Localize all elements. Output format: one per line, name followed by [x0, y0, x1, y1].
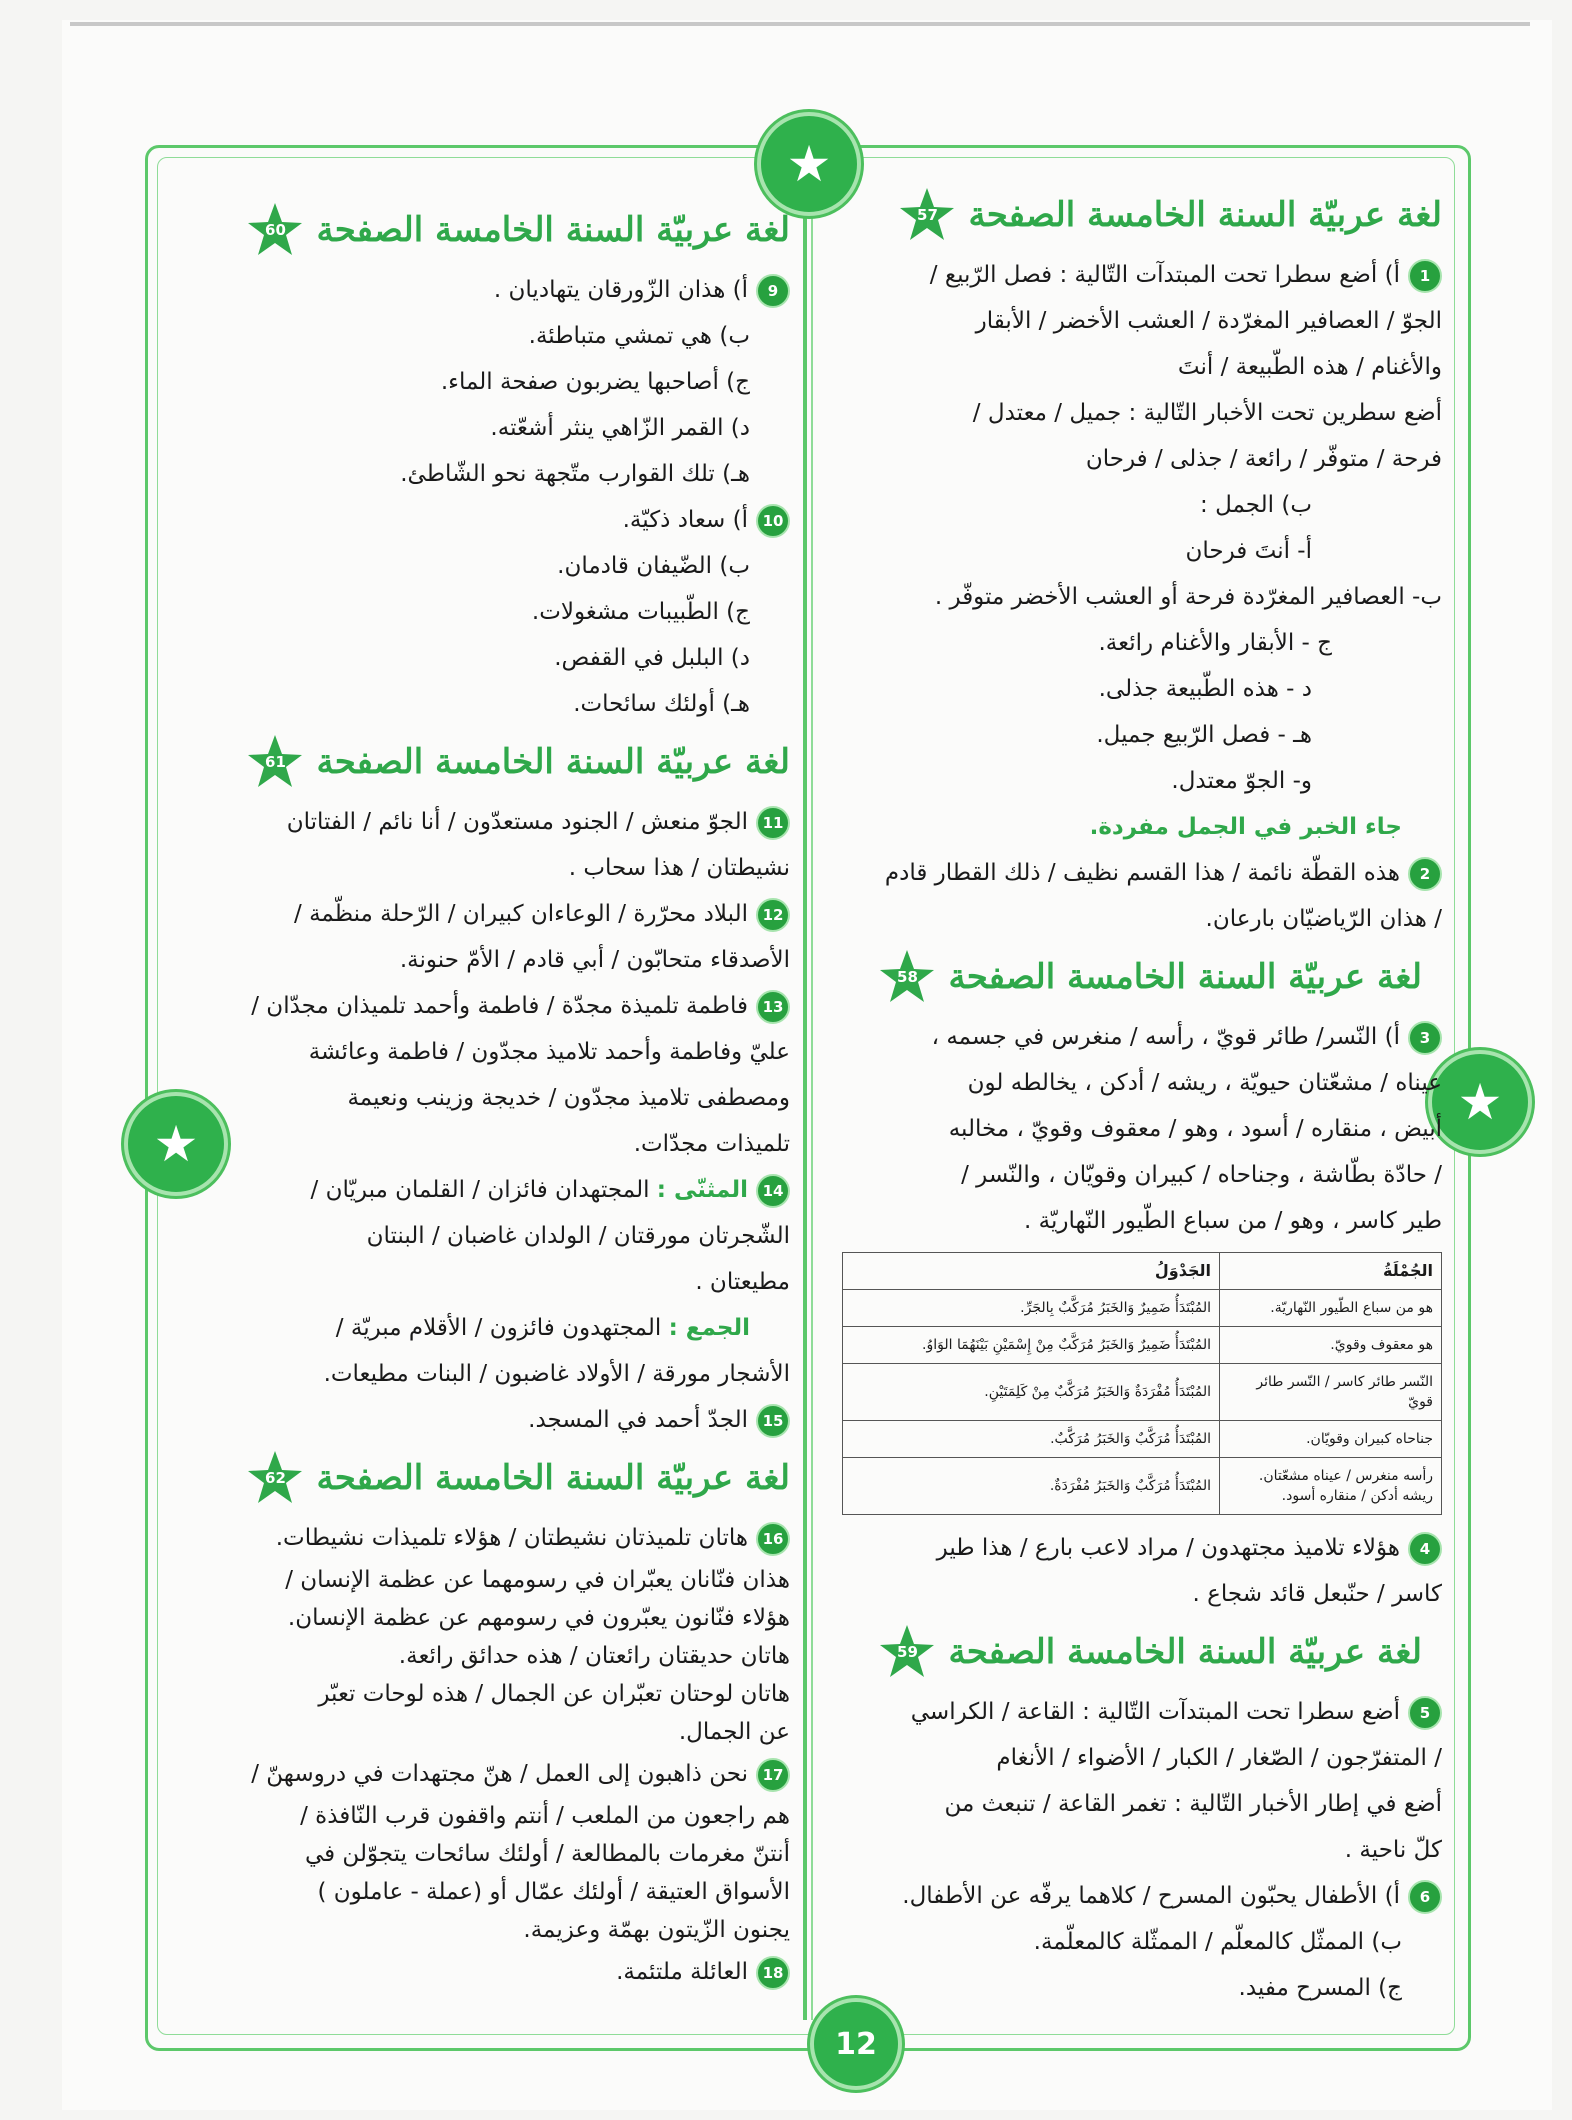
- top-star-medal-icon: ★: [757, 112, 861, 216]
- answer-line: أ) سعاد ذكيّة.: [622, 507, 748, 533]
- answer-line: أضع سطرين تحت الأخبار التّالية : جميل / معتدل /: [972, 400, 1442, 426]
- left-star-medal-icon: ★: [124, 1092, 228, 1196]
- answer-line: الأسواق العتيقة / أولئك عمّال أو (عملة - عاملون ): [317, 1879, 790, 1905]
- answer-line: أ- أنتَ فرحان: [1185, 538, 1312, 564]
- question-number: 1: [1408, 259, 1442, 293]
- column-header-table: الجَدْوَلُ: [843, 1253, 1220, 1290]
- table-header-row: [843, 1253, 1442, 1290]
- answer-line: ب) الضّيفان قادمان.: [557, 553, 750, 579]
- answer-line: هم راجعون من الملعب / أنتم واقفون قرب النّافذة /: [300, 1803, 790, 1829]
- question-number: 12: [756, 898, 790, 932]
- table-cell-sentence: النّسر طائر كاسر / النّسر طائر قويّ: [1220, 1364, 1442, 1421]
- scan-edge-line: [70, 22, 1530, 26]
- answer-line: هاتان لوحتان تعبّران عن الجمال / هذه لوحات تعبّر: [318, 1681, 790, 1707]
- answer-line: أ) أضع سطرا تحت المبتدآت التّالية : فصل الرّبيع /: [929, 262, 1400, 288]
- answer-line: المجتهدان فائزان / القلمان مبريّان /: [310, 1177, 650, 1203]
- star-badge-icon: [246, 733, 304, 791]
- table-cell-definition: المُبْتَدَأُ مُفْرَدَةٌ وَالخَبَرُ مُرَكَّبٌ مِنْ كَلِمَتَيْنِ.: [843, 1364, 1220, 1421]
- answer-line: طير كاسر ، وهو / من سباع الطّيور النّهاريّة .: [1023, 1208, 1442, 1234]
- section-header-57: [830, 186, 1442, 244]
- question-number: 15: [756, 1404, 790, 1438]
- answer-line: / حادّة بطّاشة ، وجناحاه / كبيران وقويّان ، والنّسر /: [961, 1162, 1442, 1188]
- answer-line: و- الجوّ معتدل.: [1171, 768, 1312, 794]
- answer-line: ج) الطّبيبات مشغولات.: [531, 599, 750, 625]
- table-cell-sentence: هو من سباع الطّيور النّهاريّة.: [1220, 1290, 1442, 1327]
- answer-line: هؤلاء فنّانون يعبّرون في رسومهم عن عظمة الإنسان.: [287, 1605, 790, 1631]
- answer-line: أبيض ، منقاره / أسود ، وهو / معقوف وقويّ ، مخالبه: [948, 1116, 1442, 1142]
- answer-line: أنتنّ مغرمات بالمطالعة / أولئك سائحات يتجوّلن في: [304, 1841, 790, 1867]
- answer-line: ج - الأبقار والأغنام رائعة.: [1098, 630, 1332, 656]
- star-badge-icon: [246, 201, 304, 259]
- section-header-title: لغة عربيّة السنة الخامسة الصفحة: [948, 1632, 1422, 1672]
- answer-line: العائلة ملتئمة.: [616, 1959, 748, 1985]
- answer-line: أ) هذان الزّورقان يتهاديان .: [493, 277, 748, 303]
- table-cell-definition: المُبْتَدَأُ مُرَكَّبٌ وَالخَبَرُ مُفْرَدَةٌ.: [843, 1458, 1220, 1515]
- right-column: [830, 180, 1442, 2011]
- question-number: 16: [756, 1522, 790, 1556]
- section-header-title: لغة عربيّة السنة الخامسة الصفحة: [968, 195, 1442, 235]
- answer-line: فاطمة تلميذة مجدّة / فاطمة وأحمد تلميذان مجدّان /: [251, 993, 748, 1019]
- question-number: 3: [1408, 1021, 1442, 1055]
- section-header-title: لغة عربيّة السنة الخامسة الصفحة: [316, 742, 790, 782]
- answer-line: هاتان حديقتان رائعتان / هذه حدائق رائعة.: [398, 1643, 790, 1669]
- answer-line: ب) الجمل :: [1200, 492, 1312, 518]
- answer-line: نشيطتان / هذا سحاب .: [568, 855, 790, 881]
- answer-line: أ) النّسر/ طائر قويّ ، رأسه / منغرس في جسمه ،: [931, 1024, 1400, 1050]
- grammar-table: [842, 1252, 1442, 1515]
- column-divider: [803, 195, 807, 2020]
- section-page-number: 57: [917, 206, 938, 224]
- answer-line: ج) أصاحبها يضربون صفحة الماء.: [440, 369, 750, 395]
- answer-line: نحن ذاهبون إلى العمل / هنّ مجتهدات في دروسهنّ /: [251, 1761, 748, 1787]
- answer-line: د) القمر الزّاهي ينثر أشعّته.: [490, 415, 750, 441]
- page-number: 12: [810, 1998, 902, 2090]
- question-number: 6: [1408, 1880, 1442, 1914]
- section-header-60: [205, 201, 790, 259]
- answer-line: ب) الممثّل كالمعلّم / الممثّلة كالمعلّمة.: [1033, 1929, 1402, 1955]
- table-cell-sentence: هو معقوف وقويّ.: [1220, 1327, 1442, 1364]
- section-page-number: 62: [265, 1469, 286, 1487]
- answer-line: مطيعتان .: [695, 1269, 790, 1295]
- table-cell-definition: المُبْتَدَأُ مُرَكَّبٌ وَالخَبَرُ مُرَكَّبٌ.: [843, 1421, 1220, 1458]
- answer-line: الشّجرتان مورقتان / الولدان غاضبان / البنتان: [366, 1223, 790, 1249]
- section-header-title: لغة عربيّة السنة الخامسة الصفحة: [316, 1458, 790, 1498]
- answer-line: د) البلبل في القفص.: [554, 645, 750, 671]
- section-header-title: لغة عربيّة السنة الخامسة الصفحة: [948, 957, 1422, 997]
- answer-line: الأشجار مورقة / الأولاد غاضبون / البنات مطيعات.: [323, 1361, 790, 1387]
- answer-line: / هذان الرّياضيّان بارعان.: [1205, 906, 1442, 932]
- answer-line: هاتان تلميذتان نشيطتان / هؤلاء تلميذات نشيطات.: [275, 1525, 748, 1551]
- answer-line: الجدّ أحمد في المسجد.: [528, 1407, 748, 1433]
- section-page-number: 58: [897, 968, 918, 986]
- question-number: 5: [1408, 1696, 1442, 1730]
- right-star-medal-icon: ★: [1428, 1050, 1532, 1154]
- answer-line: هـ) أولئك سائحات.: [573, 691, 750, 717]
- section-page-number: 61: [265, 753, 286, 771]
- left-column: [205, 195, 790, 1995]
- answer-line: أ) الأطفال يحبّون المسرح / كلاهما يرفّه عن الأطفال.: [902, 1883, 1400, 1909]
- table-row: [843, 1458, 1442, 1515]
- section-header-62: [205, 1449, 790, 1507]
- section-page-number: 60: [265, 221, 286, 239]
- answer-line: البلاد محرّرة / الوعاءان كبيران / الرّحلة منظّمة /: [294, 901, 748, 927]
- answer-line: كاسر / حنّبعل قائد شجاع .: [1192, 1581, 1442, 1607]
- table-cell-definition: المُبْتَدَأُ ضَمِيرٌ وَالخَبَرُ مُرَكَّبٌ بِالجَرِّ.: [843, 1290, 1220, 1327]
- answer-line: والأغنام / هذه الطّبيعة / أنتَ: [1177, 354, 1442, 380]
- answer-line: تلميذات مجدّات.: [633, 1131, 790, 1157]
- answer-line: د - هذه الطّبيعة جذلى.: [1098, 676, 1312, 702]
- dual-label: المثنّى :: [656, 1177, 748, 1203]
- question-number: 11: [756, 806, 790, 840]
- answer-line: هؤلاء تلاميذ مجتهدون / مراد لاعب بارع / هذا طير: [936, 1535, 1400, 1561]
- question-number: 9: [756, 274, 790, 308]
- answer-line: هـ) تلك القوارب متّجهة نحو الشّاطئ.: [400, 461, 750, 487]
- answer-line: الأصدقاء متحابّون / أبي قادم / الأمّ حنونة.: [399, 947, 790, 973]
- answer-line: هذه القطّة نائمة / هذا القسم نظيف / ذلك القطار قادم: [884, 860, 1400, 886]
- question-number: 14: [756, 1174, 790, 1208]
- table-cell-sentence: رأسه منغرس / عيناه مشعّتان. ريشه أدكن / منقاره أسود.: [1220, 1458, 1442, 1515]
- answer-line: ومصطفى تلاميذ مجدّون / خديجة وزينب ونعيمة: [347, 1085, 790, 1111]
- table-row: [843, 1364, 1442, 1421]
- section-header-59: [830, 1623, 1442, 1681]
- answer-line: أضع سطرا تحت المبتدآت التّالية : القاعة / الكراسي: [910, 1699, 1400, 1725]
- answer-line: عليّ وفاطمة وأحمد تلاميذ مجدّون / فاطمة وعائشة: [308, 1039, 790, 1065]
- star-badge-icon: [878, 1623, 936, 1681]
- star-badge-icon: [246, 1449, 304, 1507]
- answer-line: عن الجمال.: [678, 1719, 790, 1745]
- table-cell-sentence: جناحاه كبيران وقويّان.: [1220, 1421, 1442, 1458]
- star-badge-icon: [898, 186, 956, 244]
- answer-line: الجوّ منعش / الجنود مستعدّون / أنا نائم / الفتاتان: [286, 809, 748, 835]
- section-header-61: [205, 733, 790, 791]
- answer-note: جاء الخبر في الجمل مفردة.: [1089, 814, 1402, 840]
- answer-line: عيناه / مشعّتان حيويّة ، ريشه / أدكن ، يخالطه لون: [967, 1070, 1442, 1096]
- section-header-title: لغة عربيّة السنة الخامسة الصفحة: [316, 210, 790, 250]
- answer-line: أضع في إطار الأخبار التّالية : تغمر القاعة / تنبعث من: [944, 1791, 1442, 1817]
- table-cell-definition: المُبْتَدَأُ ضَمِيرٌ وَالخَبَرُ مُرَكَّبٌ مِنْ إِسْمَيْنِ بَيْنَهُمَا الوَاوُ.: [843, 1327, 1220, 1364]
- answer-line: ب- العصافير المغرّدة فرحة أو العشب الأخضر متوفّر .: [934, 584, 1442, 610]
- column-divider-inner: [811, 195, 813, 2020]
- answer-line: فرحة / متوفّر / رائعة / جذلى / فرحان: [1085, 446, 1442, 472]
- answer-line: الجوّ / العصافير المغرّدة / العشب الأخضر / الأبقار: [975, 308, 1442, 334]
- answer-line: هـ - فصل الرّبيع جميل.: [1096, 722, 1312, 748]
- question-number: 13: [756, 990, 790, 1024]
- table-row: [843, 1327, 1442, 1364]
- answer-line: يجنون الزّيتون بهمّة وعزيمة.: [523, 1917, 790, 1943]
- question-number: 10: [756, 504, 790, 538]
- star-badge-icon: [878, 948, 936, 1006]
- table-row: [843, 1290, 1442, 1327]
- question-number: 17: [756, 1758, 790, 1792]
- section-page-number: 59: [897, 1643, 918, 1661]
- plural-label: الجمع :: [668, 1315, 750, 1341]
- answer-line: ج) المسرح مفيد.: [1238, 1975, 1402, 2001]
- answer-line: ب) هي تمشي متباطئة.: [528, 323, 750, 349]
- column-header-sentence: الجُمْلَةُ: [1220, 1253, 1442, 1290]
- answer-line: هذان فنّانان يعبّران في رسومهما عن عظمة الإنسان /: [285, 1567, 790, 1593]
- answer-line: المجتهدون فائزون / الأقلام مبريّة /: [335, 1315, 662, 1341]
- question-number: 2: [1408, 857, 1442, 891]
- table-row: [843, 1421, 1442, 1458]
- answer-line: / المتفرّجون / الصّغار / الكبار / الأضواء / الأنغام: [996, 1745, 1442, 1771]
- question-number: 4: [1408, 1532, 1442, 1566]
- answer-line: كلّ ناحية .: [1344, 1837, 1442, 1863]
- section-header-58: [830, 948, 1442, 1006]
- question-number: 18: [756, 1956, 790, 1990]
